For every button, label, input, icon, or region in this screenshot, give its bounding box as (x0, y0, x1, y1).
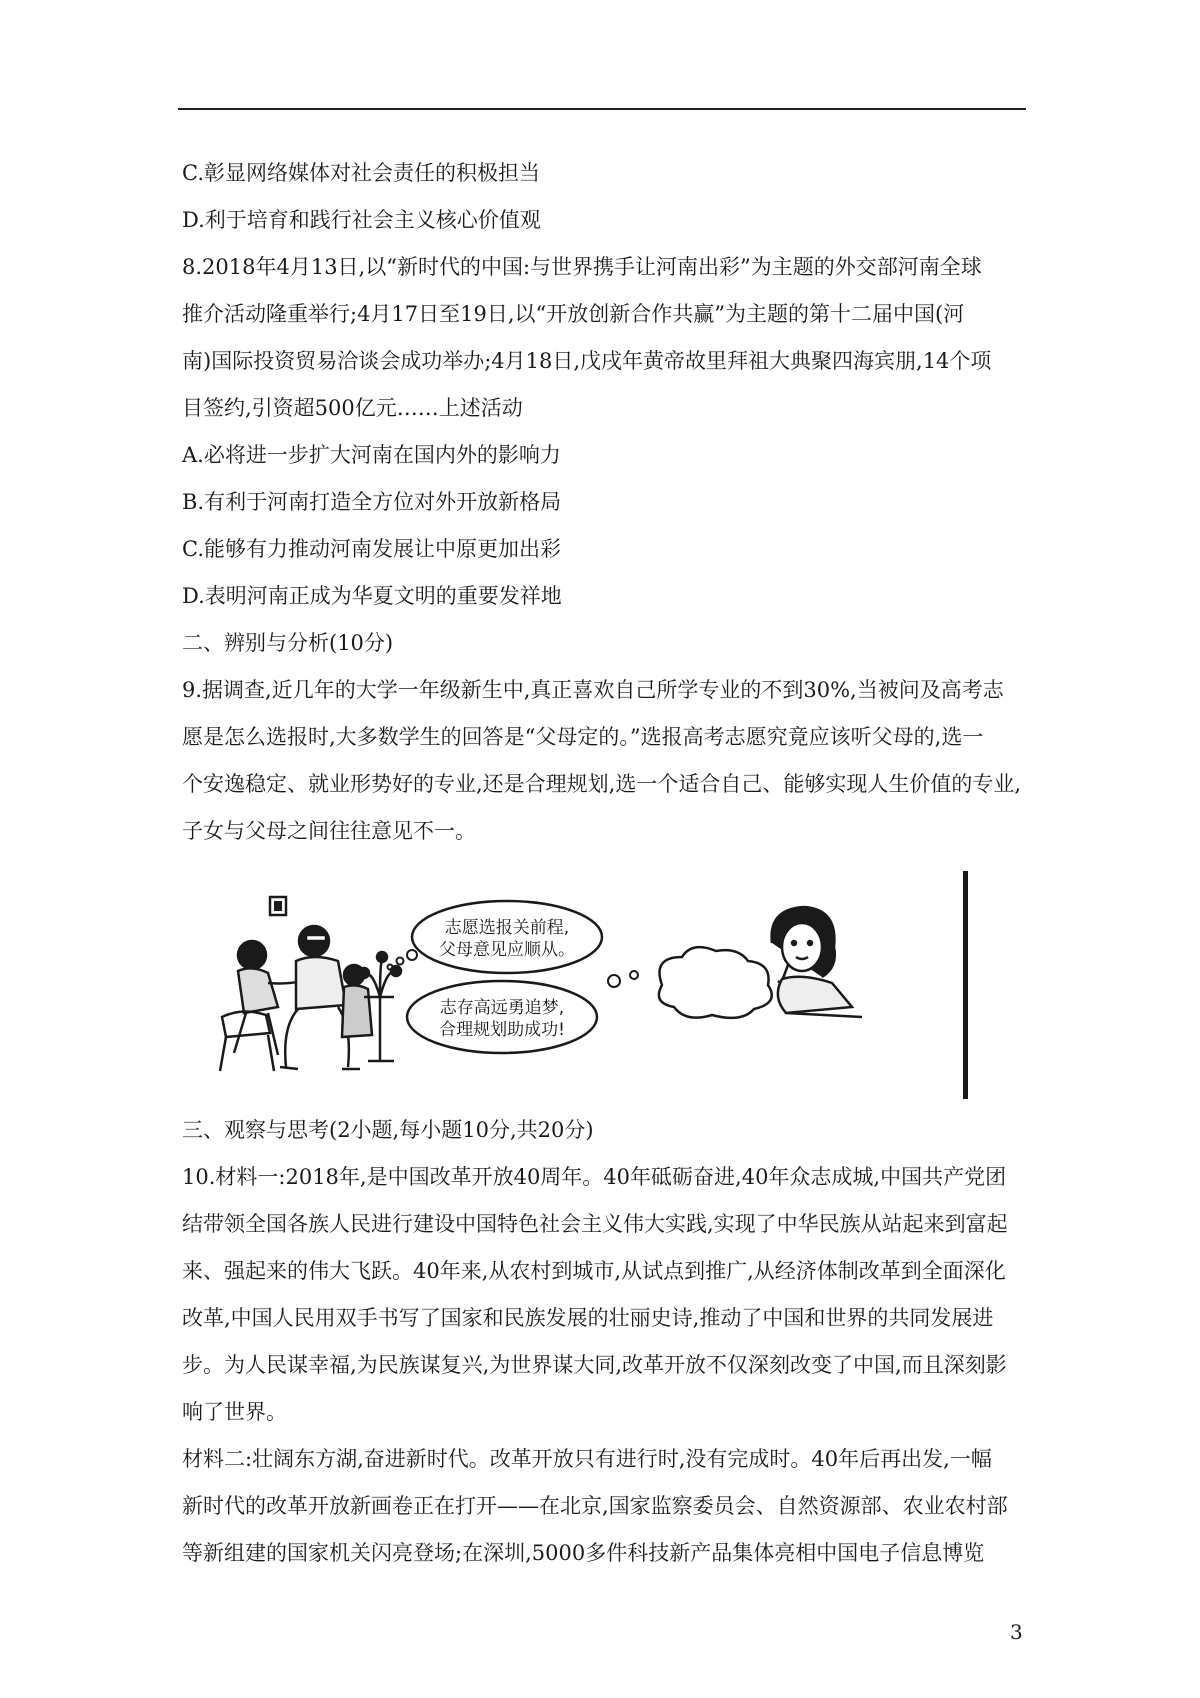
q8-stem-line-4: 目签约,引资超500亿元……上述活动 (182, 396, 523, 420)
q10-material1-line-6: 响了世界。 (182, 1400, 287, 1424)
girl-drawing (772, 907, 862, 1017)
q7-option-c: C.彰显网络媒体对社会责任的积极担当 (182, 161, 540, 185)
q8-option-c: C.能够有力推动河南发展让中原更加出彩 (182, 537, 561, 561)
q9-stem-line-1: 9.据调查,近几年的大学一年级新生中,真正喜欢自己所学专业的不到30%,当被问及高考志 (182, 678, 1004, 702)
section-2-heading: 二、辨别与分析(10分) (182, 631, 394, 655)
q10-material1-line-5: 步。为人民谋幸福,为民族谋复兴,为世界谋大同,改革开放不仅深刻改变了中国,而且深刻影 (182, 1353, 1007, 1377)
q9-stem-line-4: 子女与父母之间往往意见不一。 (182, 819, 476, 843)
thought-cloud (659, 947, 772, 1018)
thought-dot (388, 965, 393, 970)
bubble-parents-line-2: 父母意见应顺从。 (439, 940, 575, 960)
page-number: 3 (1010, 1620, 1023, 1644)
parents-drawing (220, 897, 401, 1071)
q10-material2-line-1: 材料二:壮阔东方湖,奋进新时代。改革开放只有进行时,没有完成时。40年后再出发,一幅 (182, 1447, 992, 1471)
q8-stem-line-3: 南)国际投资贸易洽谈会成功举办;4月18日,戊戌年黄帝故里拜祖大典聚四海宾朋,14个项 (182, 349, 992, 373)
q8-stem-line-1: 8.2018年4月13日,以“新时代的中国:与世界携手让河南出彩”为主题的外交部河南全球 (182, 255, 982, 279)
cartoon-figure (182, 857, 1022, 1107)
bubble-self-line-1: 志存高远勇追梦, (439, 998, 565, 1018)
header-rule (178, 108, 1026, 110)
bubble-parents-line-1: 志愿选报关前程, (444, 918, 570, 938)
q10-material1-line-1: 10.材料一:2018年,是中国改革开放40周年。40年砥砺奋进,40年众志成城,中国共产党团 (182, 1165, 1007, 1189)
q10-material1-line-4: 改革,中国人民用双手书写了国家和民族发展的壮丽史诗,推动了中国和世界的共同发展进 (182, 1306, 994, 1330)
q10-material1-line-2: 结带领全国各族人民进行建设中国特色社会主义伟大实践,实现了中华民族从站起来到富起 (182, 1212, 1008, 1236)
cartoon-illustration (182, 857, 1022, 1107)
cartoon-frame-bar (963, 871, 968, 1099)
thought-dot (608, 975, 620, 987)
page-content (182, 150, 1022, 1577)
q10-material2-line-2: 新时代的改革开放新画卷正在打开——在北京,国家监察委员会、自然资源部、农业农村部 (182, 1494, 1008, 1518)
thought-dot (397, 958, 404, 965)
q9-stem-line-2: 愿是怎么选报时,大多数学生的回答是“父母定的。”选报高考志愿究竟应该听父母的,选一 (182, 725, 984, 749)
q10-material1-line-3: 来、强起来的伟大飞跃。40年来,从农村到城市,从试点到推广,从经济体制改革到全面深化 (182, 1259, 1006, 1283)
q9-stem-line-3: 个安逸稳定、就业形势好的专业,还是合理规划,选一个适合自己、能够实现人生价值的专业, (182, 772, 1022, 796)
section-3-heading: 三、观察与思考(2小题,每小题10分,共20分) (182, 1118, 594, 1142)
q8-option-b: B.有利于河南打造全方位对外开放新格局 (182, 490, 562, 514)
bubble-self-line-2: 合理规划助成功! (439, 1020, 565, 1040)
q8-option-d: D.表明河南正成为华夏文明的重要发祥地 (182, 584, 562, 608)
q8-option-a: A.必将进一步扩大河南在国内外的影响力 (182, 443, 561, 467)
q8-stem-line-2: 推介活动隆重举行;4月17日至19日,以“开放创新合作共赢”为主题的第十二届中国(河 (182, 302, 965, 326)
q10-material2-line-3: 等新组建的国家机关闪亮登场;在深圳,5000多件科技新产品集体亮相中国电子信息博览 (182, 1541, 985, 1565)
thought-dot (407, 950, 417, 960)
q7-option-d: D.利于培育和践行社会主义核心价值观 (182, 208, 541, 232)
thought-dot (630, 971, 638, 979)
